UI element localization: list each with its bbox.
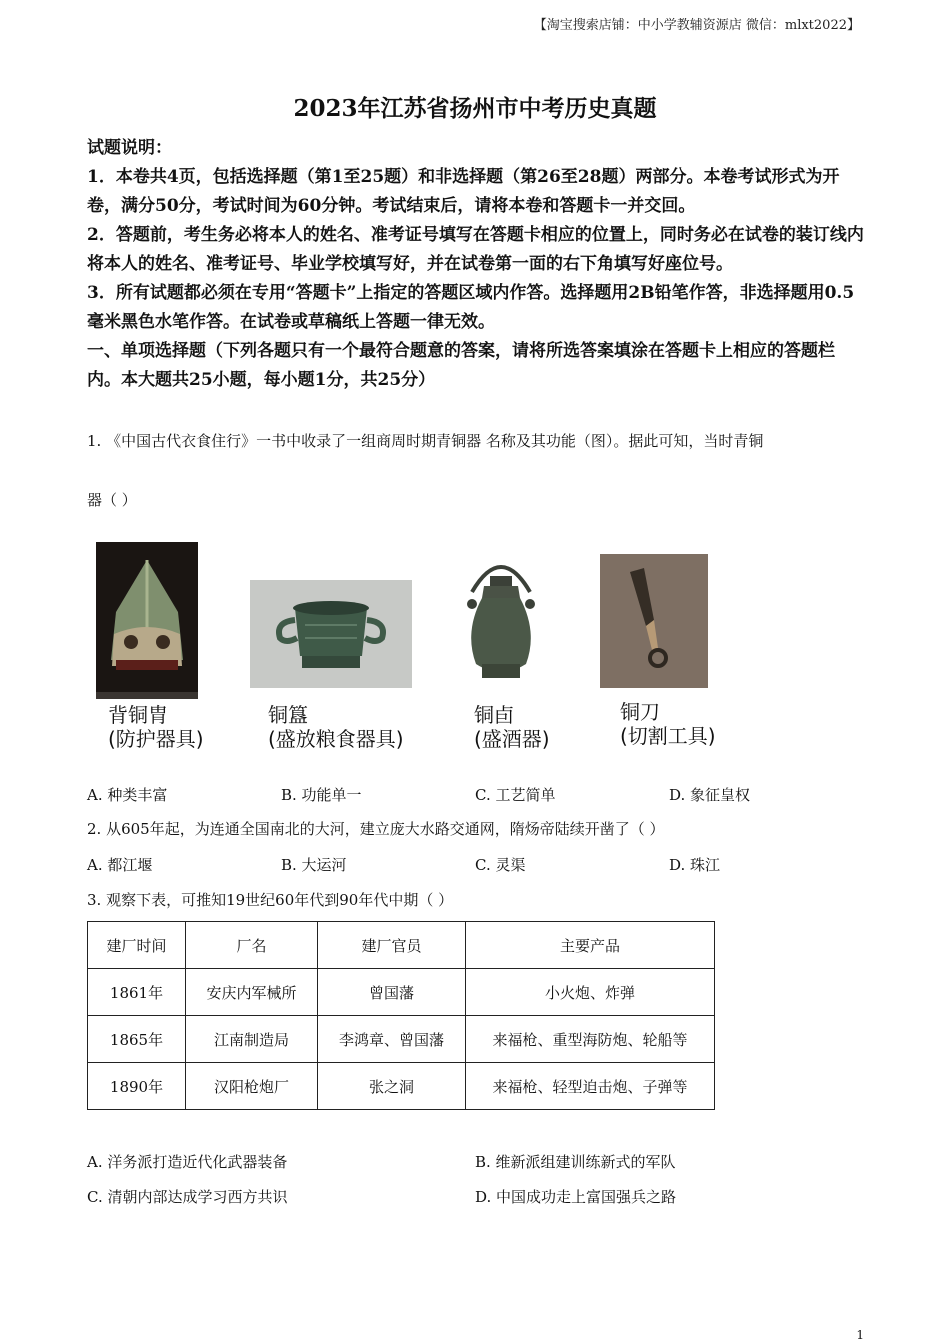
table-cell: 安庆内军械所: [186, 969, 318, 1016]
header-note: 【淘宝搜索店铺：中小学教辅资源店 微信：mlxt2022】: [533, 18, 860, 33]
table-header: 厂名: [186, 922, 318, 969]
table-row: [88, 1063, 715, 1110]
q3-options-row1: [87, 1151, 867, 1172]
q2-option-b[interactable]: B. 大运河: [281, 856, 347, 874]
q1-figure: [96, 540, 736, 755]
table-header: 建厂时间: [88, 922, 186, 969]
helmet-name: 背铜胄: [108, 703, 168, 727]
knife-function: (切割工具): [620, 724, 716, 748]
instruction-3: 3．所有试题都必须在专用“答题卡”上指定的答题区域内作答。选择题用2B铅笔作答，非选择题用0.5毫米黑色水笔作答。在试卷或草稿纸上答题一律无效。: [87, 283, 855, 332]
q1-option-c[interactable]: C. 工艺简单: [475, 786, 556, 804]
table-cell: 张之洞: [318, 1063, 466, 1110]
table-header: 建厂官员: [318, 922, 466, 969]
instructions-heading: 试题说明：: [87, 138, 172, 158]
instruction-1: 1．本卷共4页，包括选择题（第1至25题）和非选择题（第26至28题）两部分。本卷考试形式为开卷，满分50分，考试时间为60分钟。考试结束后，请将本卷和答题卡一并交回。: [87, 167, 840, 216]
gui-image: [250, 580, 412, 688]
knife-name: 铜刀: [620, 700, 660, 724]
page-title: 2023年江苏省扬州市中考历史真题: [293, 95, 657, 122]
q3-options-row2: [87, 1186, 867, 1207]
instruction-2: 2．答题前，考生务必将本人的姓名、准考证号填写在答题卡相应的位置上，同时务必在试卷的装订线内将本人的姓名、准考证号、毕业学校填写好，并在试卷第一面的右下角填写好座位号。: [87, 225, 864, 274]
helmet-image: [96, 542, 198, 699]
table-cell: 来福枪、重型海防炮、轮船等: [466, 1016, 715, 1063]
table-cell: 1890年: [88, 1063, 186, 1110]
q2-options: [87, 854, 867, 875]
q3-option-d[interactable]: D. 中国成功走上富国强兵之路: [475, 1188, 677, 1206]
table-cell: 来福枪、轻型迫击炮、子弹等: [466, 1063, 715, 1110]
q2-option-d[interactable]: D. 珠江: [669, 856, 721, 874]
knife-caption: [620, 700, 716, 748]
q3-stem: 3. 观察下表，可推知19世纪60年代到90年代中期（ ）: [87, 891, 454, 909]
knife-image: [600, 554, 708, 688]
table-cell: 曾国藩: [318, 969, 466, 1016]
you-caption: [474, 703, 550, 751]
q1-option-b[interactable]: B. 功能单一: [281, 786, 362, 804]
helmet-caption: [108, 703, 204, 751]
q2-option-a[interactable]: A. 都江堰: [87, 856, 153, 874]
q2-stem: 2. 从605年起，为连通全国南北的大河，建立庞大水路交通网，隋炀帝陆续开凿了（ ）: [87, 820, 665, 838]
gui-name: 铜簋: [268, 703, 308, 727]
table-cell: 1865年: [88, 1016, 186, 1063]
section-heading: 一、单项选择题（下列各题只有一个最符合题意的答案，请将所选答案填涂在答题卡上相应的答题栏内。本大题共25小题，每小题1分，共25分）: [87, 341, 835, 390]
table-row: [88, 969, 715, 1016]
q3-option-a[interactable]: A. 洋务派打造近代化武器装备: [87, 1153, 288, 1171]
you-name: 铜卣: [474, 703, 514, 727]
q2-option-c[interactable]: C. 灵渠: [475, 856, 526, 874]
page-number: 1: [856, 1328, 864, 1342]
q1-stem-line1: 1. 《中国古代衣食住行》一书中收录了一组商周时期青铜器 名称及其功能（图）。据此可知，当时青铜: [87, 432, 764, 450]
table-cell: 汉阳枪炮厂: [186, 1063, 318, 1110]
q3-table: [87, 921, 715, 1110]
gui-function: (盛放粮食器具): [268, 727, 404, 751]
table-row: [88, 1016, 715, 1063]
table-cell: 江南制造局: [186, 1016, 318, 1063]
q1-options: [87, 784, 867, 805]
table-header: 主要产品: [466, 922, 715, 969]
q1-option-a[interactable]: A. 种类丰富: [87, 786, 168, 804]
gui-caption: [268, 703, 404, 751]
table-cell: 小火炮、炸弹: [466, 969, 715, 1016]
you-function: (盛酒器): [474, 727, 550, 751]
table-cell: 1861年: [88, 969, 186, 1016]
you-image: [460, 552, 542, 688]
q3-option-b[interactable]: B. 维新派组建训练新式的军队: [475, 1153, 676, 1171]
helmet-function: (防护器具): [108, 727, 204, 751]
table-cell: 李鸿章、曾国藩: [318, 1016, 466, 1063]
table-header-row: [88, 922, 715, 969]
q1-stem-line2: 器（ ）: [87, 491, 137, 509]
q3-option-c[interactable]: C. 清朝内部达成学习西方共识: [87, 1188, 288, 1206]
instructions: [87, 134, 867, 395]
q1-option-d[interactable]: D. 象征皇权: [669, 786, 751, 804]
